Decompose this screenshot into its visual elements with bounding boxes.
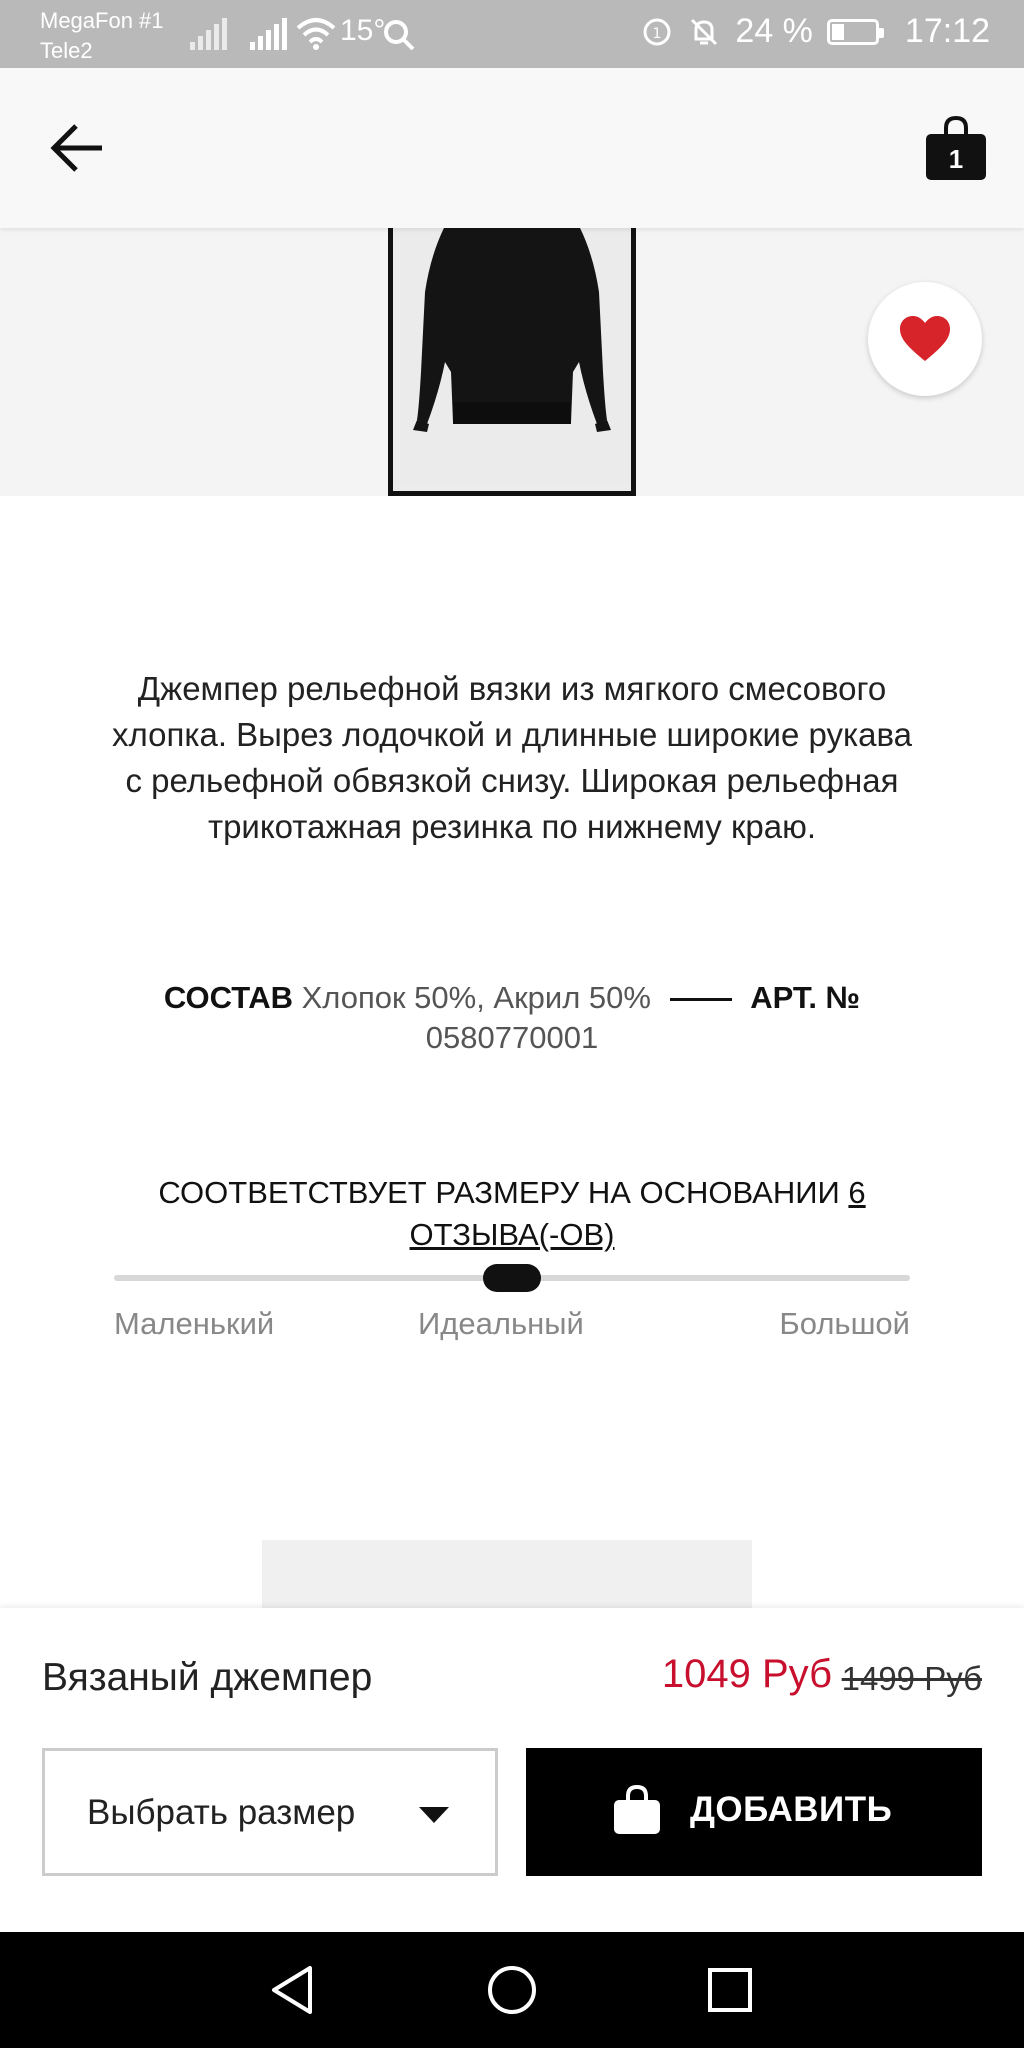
composition-value: Хлопок 50%, Акрил 50% — [301, 980, 651, 1015]
add-to-cart-button[interactable] — [526, 1748, 982, 1876]
carrier-1: MegaFon #1 — [40, 8, 164, 33]
chevron-down-icon — [419, 1807, 449, 1823]
battery-icon — [827, 19, 879, 45]
add-to-cart-label: ДОБАВИТЬ — [690, 1790, 893, 1829]
svg-text:1: 1 — [652, 25, 662, 42]
article-value: 0580770001 — [425, 1020, 599, 1055]
notifications-off-icon — [687, 15, 721, 49]
circle-home-icon[interactable] — [482, 1960, 542, 2020]
search-icon — [382, 18, 416, 52]
fit-title — [110, 1172, 914, 1256]
product-description: Джемпер рельефной вязки из мягкого смесового хлопка. Вырез лодочкой и длинные широкие рукава с рельефной обвязкой снизу. Широкая рельефная трикотажная резинка по нижнему краю. — [111, 670, 913, 845]
heart-icon — [898, 315, 952, 363]
clock: 17:12 — [904, 12, 990, 50]
temperature: 15° — [340, 14, 386, 47]
signal-2-icon — [250, 16, 287, 50]
price-old: 1499 Руб — [841, 1660, 982, 1697]
fit-label-small: Маленький — [114, 1306, 275, 1341]
fit-label-ideal: Идеальный — [418, 1306, 584, 1341]
size-select-label: Выбрать размер — [87, 1793, 356, 1832]
status-right — [641, 12, 990, 51]
reviews-link[interactable]: 6 ОТЗЫВА(-ОВ) — [409, 1175, 866, 1252]
favorite-button[interactable] — [868, 282, 982, 396]
carrier-2: Tele2 — [40, 38, 93, 63]
shopping-bag-icon — [612, 1784, 662, 1836]
system-nav-bar — [0, 1932, 1024, 2048]
battery-percent: 24 % — [735, 12, 813, 50]
size-select-dropdown[interactable] — [42, 1748, 498, 1876]
fit-slider-indicator — [483, 1264, 541, 1292]
data-saver-icon — [641, 16, 673, 48]
arrow-left-icon[interactable] — [46, 118, 110, 178]
cart-count: 1 — [948, 144, 964, 174]
app-header — [0, 68, 1024, 228]
carrier-info — [40, 6, 164, 66]
wifi-icon — [296, 16, 336, 50]
status-bar — [0, 0, 1024, 68]
fit-label-large: Большой — [779, 1306, 910, 1341]
signal-1-icon — [190, 16, 227, 50]
related-product-image[interactable] — [262, 1540, 752, 1610]
square-recents-icon[interactable] — [700, 1960, 760, 2020]
cart-button[interactable] — [924, 114, 988, 182]
composition-info — [120, 978, 904, 1058]
sweater-image — [393, 228, 631, 484]
triangle-back-icon[interactable] — [264, 1960, 324, 2020]
product-image-carousel[interactable] — [0, 228, 1024, 496]
fit-title-prefix: СООТВЕТСТВУЕТ РАЗМЕРУ НА ОСНОВАНИИ — [158, 1175, 840, 1210]
article-label: АРТ. № — [750, 980, 861, 1015]
product-purchase-panel — [0, 1608, 1024, 1932]
product-thumbnail[interactable] — [388, 228, 636, 496]
price-current: 1049 Руб — [661, 1652, 832, 1696]
composition-label: СОСТАВ — [163, 980, 293, 1015]
product-name: Вязаный джемпер — [42, 1656, 373, 1699]
separator-dash — [670, 998, 732, 1001]
